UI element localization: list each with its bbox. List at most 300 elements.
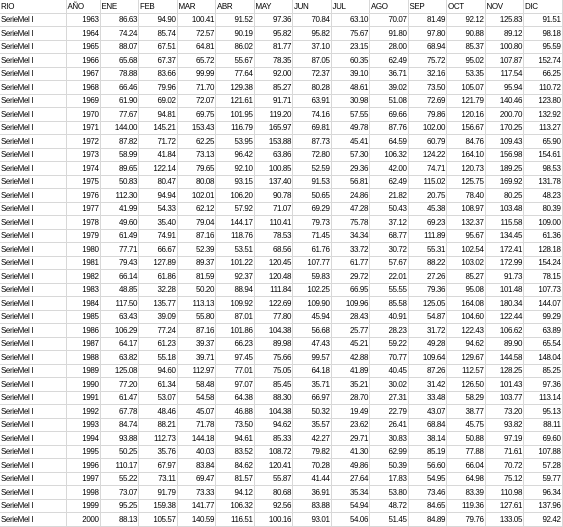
value-cell[interactable]: 40.91 [370,310,409,324]
river-cell[interactable]: SerieMel I [0,256,66,270]
value-cell[interactable]: 69.23 [408,216,447,230]
value-cell[interactable]: 99.57 [293,351,332,365]
value-cell[interactable]: 70.84 [293,13,332,27]
value-cell[interactable]: 84.65 [408,499,447,513]
value-cell[interactable]: 110.98 [485,486,524,500]
value-cell[interactable]: 127.89 [139,256,178,270]
value-cell[interactable]: 74.24 [100,27,139,41]
value-cell[interactable]: 89.37 [177,256,216,270]
value-cell[interactable]: 137.40 [254,175,293,189]
value-cell[interactable]: 145.21 [139,121,178,135]
value-cell[interactable]: 54.95 [408,472,447,486]
value-cell[interactable]: 107.88 [524,445,563,459]
value-cell[interactable]: 128.25 [485,364,524,378]
value-cell[interactable]: 80.39 [524,202,563,216]
value-cell[interactable]: 58.48 [177,378,216,392]
river-cell[interactable]: SerieMel I [0,310,66,324]
value-cell[interactable]: 17.83 [370,472,409,486]
value-cell[interactable]: 68.94 [408,40,447,54]
value-cell[interactable]: 55.80 [177,310,216,324]
value-cell[interactable]: 85.33 [254,432,293,446]
value-cell[interactable]: 92.37 [216,270,255,284]
value-cell[interactable]: 47.43 [293,337,332,351]
value-cell[interactable]: 73.13 [177,148,216,162]
value-cell[interactable]: 83.88 [293,499,332,513]
value-cell[interactable]: 103.02 [447,256,486,270]
year-cell[interactable]: 1988 [66,351,100,365]
value-cell[interactable]: 61.49 [100,229,139,243]
year-cell[interactable]: 1986 [66,324,100,338]
value-cell[interactable]: 125.75 [447,175,486,189]
value-cell[interactable]: 22.79 [370,405,409,419]
value-cell[interactable]: 50.65 [293,189,332,203]
value-cell[interactable]: 77.71 [100,243,139,257]
value-cell[interactable]: 56.60 [408,459,447,473]
value-cell[interactable]: 74.71 [408,162,447,176]
value-cell[interactable]: 45.75 [447,418,486,432]
value-cell[interactable]: 117.54 [485,67,524,81]
value-cell[interactable]: 122.44 [485,310,524,324]
value-cell[interactable]: 88.13 [100,513,139,527]
value-cell[interactable]: 61.90 [100,94,139,108]
value-cell[interactable]: 126.50 [447,378,486,392]
value-cell[interactable]: 91.71 [254,94,293,108]
year-cell[interactable]: 1995 [66,445,100,459]
river-cell[interactable]: SerieMel I [0,445,66,459]
value-cell[interactable]: 90.78 [254,189,293,203]
river-cell[interactable]: SerieMel I [0,297,66,311]
value-cell[interactable]: 77.80 [254,310,293,324]
value-cell[interactable]: 73.07 [100,486,139,500]
value-cell[interactable]: 51.45 [370,513,409,527]
value-cell[interactable]: 88.21 [139,418,178,432]
value-cell[interactable]: 100.80 [485,40,524,54]
value-cell[interactable]: 156.67 [447,121,486,135]
value-cell[interactable]: 23.62 [331,418,370,432]
value-cell[interactable]: 94.81 [139,108,178,122]
value-cell[interactable]: 154.61 [524,148,563,162]
value-cell[interactable]: 41.99 [100,202,139,216]
value-cell[interactable]: 45.21 [331,337,370,351]
value-cell[interactable]: 81.77 [254,40,293,54]
value-cell[interactable]: 63.10 [331,13,370,27]
value-cell[interactable]: 122.14 [139,162,178,176]
value-cell[interactable]: 115.58 [485,216,524,230]
value-cell[interactable]: 31.42 [408,378,447,392]
value-cell[interactable]: 87.73 [293,135,332,149]
value-cell[interactable]: 37.10 [293,40,332,54]
value-cell[interactable]: 61.47 [100,391,139,405]
value-cell[interactable]: 57.55 [331,108,370,122]
value-cell[interactable]: 79.96 [139,81,178,95]
value-cell[interactable]: 98.18 [524,27,563,41]
value-cell[interactable]: 131.78 [524,175,563,189]
value-cell[interactable]: 107.73 [524,283,563,297]
value-cell[interactable]: 66.14 [100,270,139,284]
value-cell[interactable]: 87.82 [100,135,139,149]
value-cell[interactable]: 79.82 [293,445,332,459]
value-cell[interactable]: 59.22 [370,337,409,351]
year-cell[interactable]: 1973 [66,148,100,162]
value-cell[interactable]: 35.71 [293,378,332,392]
header-jul[interactable]: JUL [331,0,370,13]
year-cell[interactable]: 1980 [66,243,100,257]
value-cell[interactable]: 127.61 [485,499,524,513]
value-cell[interactable]: 53.95 [216,135,255,149]
value-cell[interactable]: 144.17 [216,216,255,230]
value-cell[interactable]: 73.50 [216,418,255,432]
value-cell[interactable]: 125.08 [100,364,139,378]
value-cell[interactable]: 106.32 [370,148,409,162]
value-cell[interactable]: 73.50 [408,81,447,95]
value-cell[interactable]: 79.04 [177,216,216,230]
year-cell[interactable]: 2000 [66,513,100,527]
value-cell[interactable]: 110.41 [254,216,293,230]
value-cell[interactable]: 88.11 [524,418,563,432]
value-cell[interactable]: 42.88 [331,351,370,365]
value-cell[interactable]: 69.66 [370,108,409,122]
value-cell[interactable]: 30.83 [370,432,409,446]
value-cell[interactable]: 94.94 [139,189,178,203]
value-cell[interactable]: 64.17 [100,337,139,351]
value-cell[interactable]: 94.62 [254,418,293,432]
value-cell[interactable]: 91.52 [216,13,255,27]
value-cell[interactable]: 164.08 [447,297,486,311]
value-cell[interactable]: 83.39 [447,486,486,500]
value-cell[interactable]: 91.80 [370,27,409,41]
value-cell[interactable]: 137.96 [524,499,563,513]
value-cell[interactable]: 133.05 [485,513,524,527]
value-cell[interactable]: 112.30 [100,189,139,203]
value-cell[interactable]: 95.02 [447,54,486,68]
river-cell[interactable]: SerieMel I [0,364,66,378]
value-cell[interactable]: 101.43 [485,378,524,392]
value-cell[interactable]: 92.12 [447,13,486,27]
value-cell[interactable]: 70.77 [370,351,409,365]
value-cell[interactable]: 88.07 [100,40,139,54]
value-cell[interactable]: 101.86 [216,324,255,338]
value-cell[interactable]: 47.28 [331,202,370,216]
value-cell[interactable]: 85.45 [254,378,293,392]
year-cell[interactable]: 1992 [66,405,100,419]
value-cell[interactable]: 27.26 [408,270,447,284]
value-cell[interactable]: 87.76 [370,121,409,135]
value-cell[interactable]: 55.55 [370,283,409,297]
header-may[interactable]: MAY [254,0,293,13]
river-cell[interactable]: SerieMel I [0,54,66,68]
value-cell[interactable]: 89.90 [485,337,524,351]
value-cell[interactable]: 29.72 [331,270,370,284]
value-cell[interactable]: 53.80 [370,486,409,500]
value-cell[interactable]: 57.67 [370,256,409,270]
value-cell[interactable]: 96.34 [524,486,563,500]
value-cell[interactable]: 35.34 [331,486,370,500]
value-cell[interactable]: 122.43 [447,324,486,338]
value-cell[interactable]: 56.68 [293,324,332,338]
value-cell[interactable]: 54.58 [177,391,216,405]
value-cell[interactable]: 125.05 [408,297,447,311]
value-cell[interactable]: 74.16 [293,108,332,122]
value-cell[interactable]: 109.43 [485,135,524,149]
value-cell[interactable]: 124.22 [408,148,447,162]
value-cell[interactable]: 71.72 [139,135,178,149]
value-cell[interactable]: 87.01 [216,310,255,324]
value-cell[interactable]: 144.00 [100,121,139,135]
value-cell[interactable]: 88.22 [408,256,447,270]
value-cell[interactable]: 87.16 [177,229,216,243]
value-cell[interactable]: 94.60 [139,364,178,378]
value-cell[interactable]: 64.98 [447,472,486,486]
value-cell[interactable]: 97.45 [216,351,255,365]
value-cell[interactable]: 57.92 [216,202,255,216]
value-cell[interactable]: 100.16 [254,513,293,527]
river-cell[interactable]: SerieMel I [0,216,66,230]
value-cell[interactable]: 97.80 [408,27,447,41]
value-cell[interactable]: 119.20 [254,108,293,122]
value-cell[interactable]: 120.45 [254,256,293,270]
value-cell[interactable]: 84.62 [216,459,255,473]
value-cell[interactable]: 86.63 [100,13,139,27]
value-cell[interactable]: 35.40 [139,216,178,230]
river-cell[interactable]: SerieMel I [0,378,66,392]
value-cell[interactable]: 88.30 [254,391,293,405]
river-cell[interactable]: SerieMel I [0,405,66,419]
value-cell[interactable]: 54.06 [331,513,370,527]
value-cell[interactable]: 81.57 [216,472,255,486]
value-cell[interactable]: 41.30 [331,445,370,459]
river-cell[interactable]: SerieMel I [0,229,66,243]
value-cell[interactable]: 66.97 [293,391,332,405]
value-cell[interactable]: 62.99 [370,445,409,459]
value-cell[interactable]: 39.10 [331,67,370,81]
value-cell[interactable]: 55.67 [216,54,255,68]
value-cell[interactable]: 56.81 [331,175,370,189]
value-cell[interactable]: 120.16 [447,108,486,122]
value-cell[interactable]: 68.56 [254,243,293,257]
value-cell[interactable]: 71.07 [254,202,293,216]
value-cell[interactable]: 75.78 [331,216,370,230]
value-cell[interactable]: 39.02 [370,81,409,95]
value-cell[interactable]: 68.77 [370,229,409,243]
value-cell[interactable]: 80.68 [254,486,293,500]
value-cell[interactable]: 129.67 [447,351,486,365]
value-cell[interactable]: 88.94 [216,283,255,297]
value-cell[interactable]: 61.86 [139,270,178,284]
river-cell[interactable]: SerieMel I [0,175,66,189]
value-cell[interactable]: 134.45 [485,229,524,243]
year-cell[interactable]: 1997 [66,472,100,486]
value-cell[interactable]: 90.88 [447,27,486,41]
value-cell[interactable]: 153.43 [177,121,216,135]
value-cell[interactable]: 40.03 [177,445,216,459]
value-cell[interactable]: 84.74 [100,418,139,432]
value-cell[interactable]: 83.84 [177,459,216,473]
value-cell[interactable]: 121.61 [216,94,255,108]
value-cell[interactable]: 92.00 [254,67,293,81]
year-cell[interactable]: 1994 [66,432,100,446]
value-cell[interactable]: 117.50 [100,297,139,311]
value-cell[interactable]: 96.42 [216,148,255,162]
value-cell[interactable]: 85.25 [524,364,563,378]
value-cell[interactable]: 95.67 [447,229,486,243]
value-cell[interactable]: 63.43 [100,310,139,324]
value-cell[interactable]: 39.71 [177,351,216,365]
value-cell[interactable]: 113.27 [524,121,563,135]
value-cell[interactable]: 75.12 [485,472,524,486]
value-cell[interactable]: 112.97 [177,364,216,378]
value-cell[interactable]: 64.81 [177,40,216,54]
value-cell[interactable]: 125.83 [485,13,524,27]
value-cell[interactable]: 79.76 [447,513,486,527]
value-cell[interactable]: 54.87 [408,310,447,324]
value-cell[interactable]: 95.59 [524,40,563,54]
year-cell[interactable]: 1979 [66,229,100,243]
value-cell[interactable]: 64.59 [370,135,409,149]
year-cell[interactable]: 1966 [66,54,100,68]
value-cell[interactable]: 55.18 [139,351,178,365]
river-cell[interactable]: SerieMel I [0,108,66,122]
value-cell[interactable]: 180.34 [485,297,524,311]
header-jun[interactable]: JUN [293,0,332,13]
value-cell[interactable]: 78.35 [254,54,293,68]
value-cell[interactable]: 172.99 [485,256,524,270]
year-cell[interactable]: 1999 [66,499,100,513]
value-cell[interactable]: 28.23 [370,324,409,338]
value-cell[interactable]: 45.94 [293,310,332,324]
value-cell[interactable]: 48.23 [524,189,563,203]
value-cell[interactable]: 63.91 [293,94,332,108]
year-cell[interactable]: 1998 [66,486,100,500]
river-cell[interactable]: SerieMel I [0,418,66,432]
value-cell[interactable]: 62.25 [177,135,216,149]
river-cell[interactable]: SerieMel I [0,189,66,203]
river-cell[interactable]: SerieMel I [0,27,66,41]
value-cell[interactable]: 113.13 [177,297,216,311]
value-cell[interactable]: 66.46 [100,81,139,95]
value-cell[interactable]: 37.12 [370,216,409,230]
value-cell[interactable]: 132.92 [524,108,563,122]
value-cell[interactable]: 49.60 [100,216,139,230]
value-cell[interactable]: 106.20 [216,189,255,203]
value-cell[interactable]: 112.57 [447,364,486,378]
river-cell[interactable]: SerieMel I [0,67,66,81]
value-cell[interactable]: 104.38 [254,324,293,338]
header-nov[interactable]: NOV [485,0,524,13]
river-cell[interactable]: SerieMel I [0,351,66,365]
value-cell[interactable]: 91.53 [293,175,332,189]
value-cell[interactable]: 89.98 [254,337,293,351]
header-oct[interactable]: OCT [447,0,486,13]
value-cell[interactable]: 34.34 [331,229,370,243]
year-cell[interactable]: 1970 [66,108,100,122]
river-cell[interactable]: SerieMel I [0,283,66,297]
year-cell[interactable]: 1976 [66,189,100,203]
value-cell[interactable]: 164.10 [447,148,486,162]
value-cell[interactable]: 65.68 [100,54,139,68]
value-cell[interactable]: 109.64 [408,351,447,365]
value-cell[interactable]: 38.14 [408,432,447,446]
value-cell[interactable]: 101.48 [485,283,524,297]
river-cell[interactable]: SerieMel I [0,243,66,257]
value-cell[interactable]: 122.69 [254,297,293,311]
value-cell[interactable]: 50.25 [100,445,139,459]
value-cell[interactable]: 48.85 [100,283,139,297]
value-cell[interactable]: 60.35 [331,54,370,68]
value-cell[interactable]: 65.90 [524,135,563,149]
value-cell[interactable]: 110.72 [524,81,563,95]
value-cell[interactable]: 77.24 [139,324,178,338]
value-cell[interactable]: 92.10 [216,162,255,176]
value-cell[interactable]: 144.58 [485,351,524,365]
river-cell[interactable]: SerieMel I [0,81,66,95]
value-cell[interactable]: 129.38 [216,81,255,95]
value-cell[interactable]: 85.74 [139,27,178,41]
year-cell[interactable]: 1983 [66,283,100,297]
river-cell[interactable]: SerieMel I [0,513,66,527]
header-dec[interactable]: DIC [524,0,563,13]
value-cell[interactable]: 71.61 [485,445,524,459]
value-cell[interactable]: 110.17 [100,459,139,473]
value-cell[interactable]: 106.62 [485,324,524,338]
value-cell[interactable]: 77.67 [100,108,139,122]
value-cell[interactable]: 111.84 [254,283,293,297]
value-cell[interactable]: 83.52 [216,445,255,459]
value-cell[interactable]: 94.12 [216,486,255,500]
value-cell[interactable]: 94.62 [447,337,486,351]
header-year[interactable]: AÑO [66,0,100,13]
value-cell[interactable]: 83.66 [139,67,178,81]
value-cell[interactable]: 49.78 [331,121,370,135]
value-cell[interactable]: 73.46 [408,486,447,500]
river-cell[interactable]: SerieMel I [0,148,66,162]
value-cell[interactable]: 154.24 [524,256,563,270]
value-cell[interactable]: 97.07 [216,378,255,392]
value-cell[interactable]: 49.28 [408,337,447,351]
value-cell[interactable]: 107.77 [293,256,332,270]
value-cell[interactable]: 91.73 [485,270,524,284]
value-cell[interactable]: 72.37 [293,67,332,81]
value-cell[interactable]: 107.87 [485,54,524,68]
value-cell[interactable]: 102.01 [177,189,216,203]
value-cell[interactable]: 41.84 [139,148,178,162]
year-cell[interactable]: 1971 [66,121,100,135]
value-cell[interactable]: 85.37 [447,40,486,54]
value-cell[interactable]: 159.38 [139,499,178,513]
header-jan[interactable]: ENE [100,0,139,13]
header-sep[interactable]: SEP [408,0,447,13]
value-cell[interactable]: 71.45 [293,229,332,243]
value-cell[interactable]: 94.90 [139,13,178,27]
value-cell[interactable]: 32.28 [139,283,178,297]
value-cell[interactable]: 101.22 [216,256,255,270]
value-cell[interactable]: 95.94 [485,81,524,95]
river-cell[interactable]: SerieMel I [0,135,66,149]
year-cell[interactable]: 1985 [66,310,100,324]
value-cell[interactable]: 75.72 [408,54,447,68]
year-cell[interactable]: 1977 [66,202,100,216]
river-cell[interactable]: SerieMel I [0,270,66,284]
value-cell[interactable]: 63.82 [100,351,139,365]
value-cell[interactable]: 85.27 [447,270,486,284]
value-cell[interactable]: 35.21 [331,378,370,392]
value-cell[interactable]: 79.36 [408,283,447,297]
value-cell[interactable]: 123.80 [524,94,563,108]
value-cell[interactable]: 64.18 [293,364,332,378]
value-cell[interactable]: 75.05 [254,364,293,378]
value-cell[interactable]: 103.48 [485,202,524,216]
value-cell[interactable]: 27.64 [331,472,370,486]
value-cell[interactable]: 78.53 [254,229,293,243]
